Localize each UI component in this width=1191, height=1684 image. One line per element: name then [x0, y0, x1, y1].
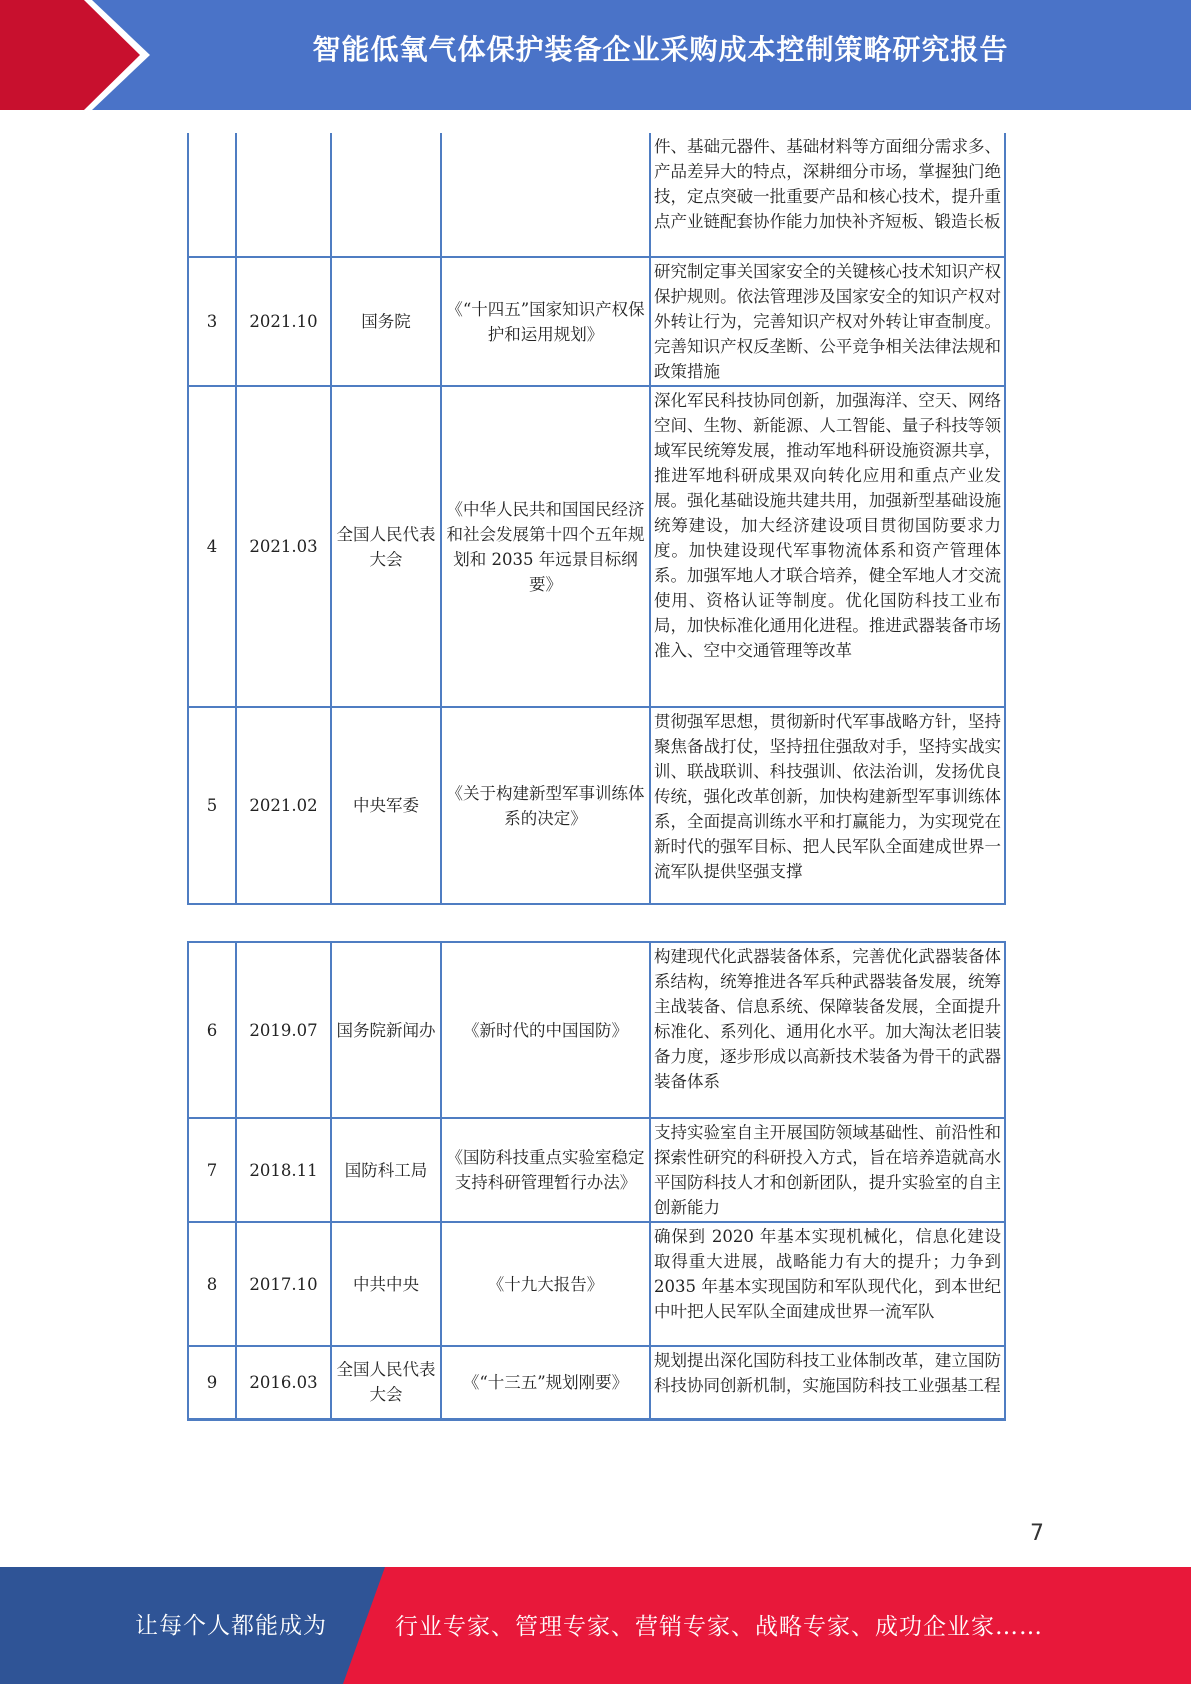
row-organization: 国务院: [331, 257, 441, 386]
row-document: 《“十四五”国家知识产权保护和运用规划》: [441, 257, 650, 386]
table-row: [188, 386, 1005, 707]
row-document: 《国防科技重点实验室稳定支持科研管理暂行办法》: [441, 1118, 650, 1222]
row-content: 深化军民科技协同创新，加强海洋、空天、网络空间、生物、新能源、人工智能、量子科技等领域军民统筹发展，推动军地科研设施资源共享，推进军地科研成果双向转化应用和重点产业发展。强化基础设施共建共用，加强新型基础设施统筹建设，加大经济建设项目贯彻国防要求力度。加快建设现代军事物流体系和资产管理体系。加强军地人才联合培养，健全军地人才交流使用、资格认证等制度。优化国防科技工业布局，加快标准化通用化进程。推进武器装备市场准入、空中交通管理等改革: [650, 386, 1005, 707]
row-number: [188, 133, 236, 257]
row-organization: 国务院新闻办: [331, 942, 441, 1118]
row-document: 《中华人民共和国国民经济和社会发展第十四个五年规划和 2035 年远景目标纲要》: [441, 386, 650, 707]
row-content: 确保到 2020 年基本实现机械化，信息化建设取得重大进展，战略能力有大的提升；力争到 2035 年基本实现国防和军队现代化，到本世纪中叶把人民军队全面建成世界一流军队: [650, 1222, 1005, 1346]
page-header: [0, 0, 1191, 110]
row-date: 2019.07: [236, 942, 331, 1118]
row-content: 规划提出深化国防科技工业体制改革，建立国防科技协同创新机制，实施国防科技工业强基工程: [650, 1346, 1005, 1419]
row-date: 2021.02: [236, 707, 331, 904]
row-document: 《新时代的中国国防》: [441, 942, 650, 1118]
row-date: 2017.10: [236, 1222, 331, 1346]
row-organization: 全国人民代表大会: [331, 1346, 441, 1419]
row-document: 《十九大报告》: [441, 1222, 650, 1346]
row-date: 2018.11: [236, 1118, 331, 1222]
row-number: 4: [188, 386, 236, 707]
row-organization: 中央军委: [331, 707, 441, 904]
table-row: [188, 257, 1005, 386]
row-organization: 中共中央: [331, 1222, 441, 1346]
row-document: 《“十三五”规划刚要》: [441, 1346, 650, 1419]
row-number: 7: [188, 1118, 236, 1222]
table-row: [188, 707, 1005, 904]
row-content: 构建现代化武器装备体系，完善优化武器装备体系结构，统筹推进各军兵种武器装备发展，统筹主战装备、信息系统、保障装备发展，全面提升标准化、系列化、通用化水平。加大淘汰老旧装备力度，逐步形成以高新技术装备为骨干的武器装备体系: [650, 942, 1005, 1118]
row-number: 6: [188, 942, 236, 1118]
row-date: 2021.10: [236, 257, 331, 386]
row-number: 8: [188, 1222, 236, 1346]
report-title: 智能低氧气体保护装备企业采购成本控制策略研究报告: [312, 33, 1009, 66]
row-content: 贯彻强军思想，贯彻新时代军事战略方针，坚持聚焦备战打仗，坚持扭住强敌对手，坚持实战实训、联战联训、科技强训、依法治训，发扬优良传统，强化改革创新，加快构建新型军事训练体系，全面提高训练水平和打赢能力，为实现党在新时代的强军目标、把人民军队全面建成世界一流军队提供坚强支撑: [650, 707, 1005, 904]
row-organization: [331, 133, 441, 257]
page-number: 7: [1030, 1521, 1044, 1546]
row-number: 3: [188, 257, 236, 386]
table-row: [188, 942, 1005, 1118]
row-content: 支持实验室自主开展国防领域基础性、前沿性和探索性研究的科研投入方式，旨在培养造就高水平国防科技人才和创新团队，提升实验室的自主创新能力: [650, 1118, 1005, 1222]
footer-slogan-right: 行业专家、管理专家、营销专家、战略专家、成功企业家……: [395, 1614, 1043, 1640]
row-content: 研究制定事关国家安全的关键核心技术知识产权保护规则。依法管理涉及国家安全的知识产权对外转让行为，完善知识产权对外转让审查制度。完善知识产权反垄断、公平竞争相关法律法规和政策措施: [650, 257, 1005, 386]
row-organization: 国防科工局: [331, 1118, 441, 1222]
row-number: 9: [188, 1346, 236, 1419]
table-row: [188, 1346, 1005, 1419]
table-row: [188, 1118, 1005, 1222]
row-number: 5: [188, 707, 236, 904]
row-date: [236, 133, 331, 257]
table-row: [188, 1222, 1005, 1346]
policy-table-bottom: [187, 941, 1006, 1421]
footer-slogan-left: 让每个人都能成为: [135, 1613, 327, 1639]
row-content: 件、基础元器件、基础材料等方面细分需求多、产品差异大的特点，深耕细分市场，掌握独门绝技，定点突破一批重要产品和核心技术，提升重点产业链配套协作能力加快补齐短板、锻造长板: [650, 133, 1005, 257]
row-document: 《关于构建新型军事训练体系的决定》: [441, 707, 650, 904]
row-date: 2021.03: [236, 386, 331, 707]
policy-table-top: [187, 133, 1006, 905]
page-footer: [0, 1567, 1191, 1684]
row-document: [441, 133, 650, 257]
row-date: 2016.03: [236, 1346, 331, 1419]
table-row: [188, 133, 1005, 257]
row-organization: 全国人民代表大会: [331, 386, 441, 707]
